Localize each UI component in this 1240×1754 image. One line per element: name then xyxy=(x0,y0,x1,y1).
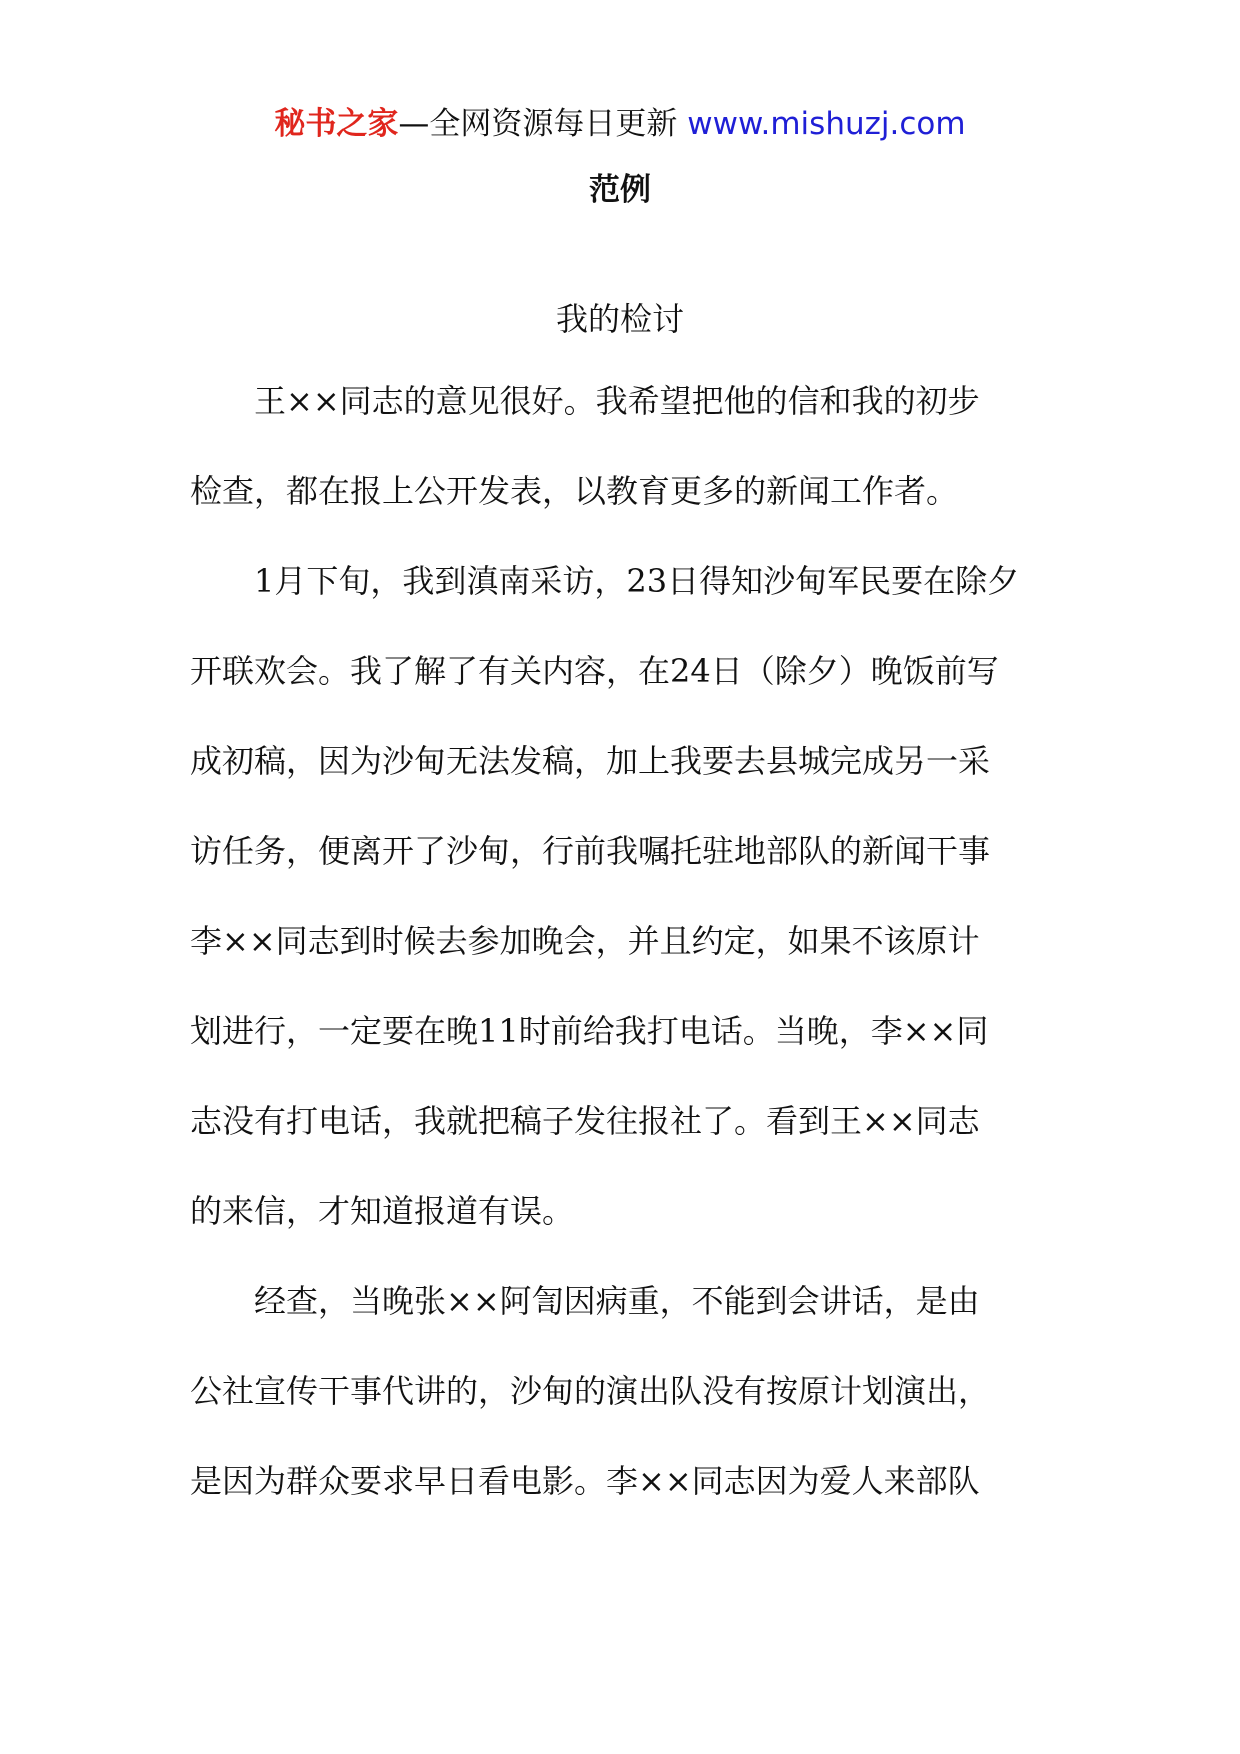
site-header xyxy=(0,100,1240,148)
body-line: 是因为群众要求早日看电影。李××同志因为爱人来部队 xyxy=(190,1462,980,1500)
body-line: 经查，当晚张××阿訇因病重，不能到会讲话，是由 xyxy=(190,1282,980,1320)
body-line: 访任务，便离开了沙甸，行前我嘱托驻地部队的新闻干事 xyxy=(190,832,991,870)
body-line: 1月下旬，我到滇南采访，23日得知沙甸军民要在除夕 xyxy=(190,562,1020,600)
body-line: 李××同志到时候去参加晚会，并且约定，如果不该原计 xyxy=(190,922,980,960)
body-line: 划进行，一定要在晚11时前给我打电话。当晚，李××同 xyxy=(190,1012,989,1050)
site-name: 秘书之家 xyxy=(274,106,399,142)
body-line: 王××同志的意见很好。我希望把他的信和我的初步 xyxy=(190,382,980,420)
body-line: 志没有打电话，我就把稿子发往报社了。看到王××同志 xyxy=(190,1102,980,1140)
document-title: 我的检讨 xyxy=(555,300,684,338)
site-url-link[interactable]: www.mishuzj.com xyxy=(687,106,966,142)
body-line: 公社宣传干事代讲的，沙甸的演出队没有按原计划演出， xyxy=(190,1372,991,1410)
body-line: 开联欢会。我了解了有关内容，在24日（除夕）晚饭前写 xyxy=(190,652,999,690)
doc-category-label: 范例 xyxy=(589,172,651,208)
body-line: 成初稿，因为沙甸无法发稿，加上我要去县城完成另一采 xyxy=(190,742,991,780)
site-tagline: —全网资源每日更新 xyxy=(398,106,688,142)
body-line: 的来信，才知道报道有误。 xyxy=(190,1192,575,1230)
body-line: 检查，都在报上公开发表，以教育更多的新闻工作者。 xyxy=(190,472,959,510)
